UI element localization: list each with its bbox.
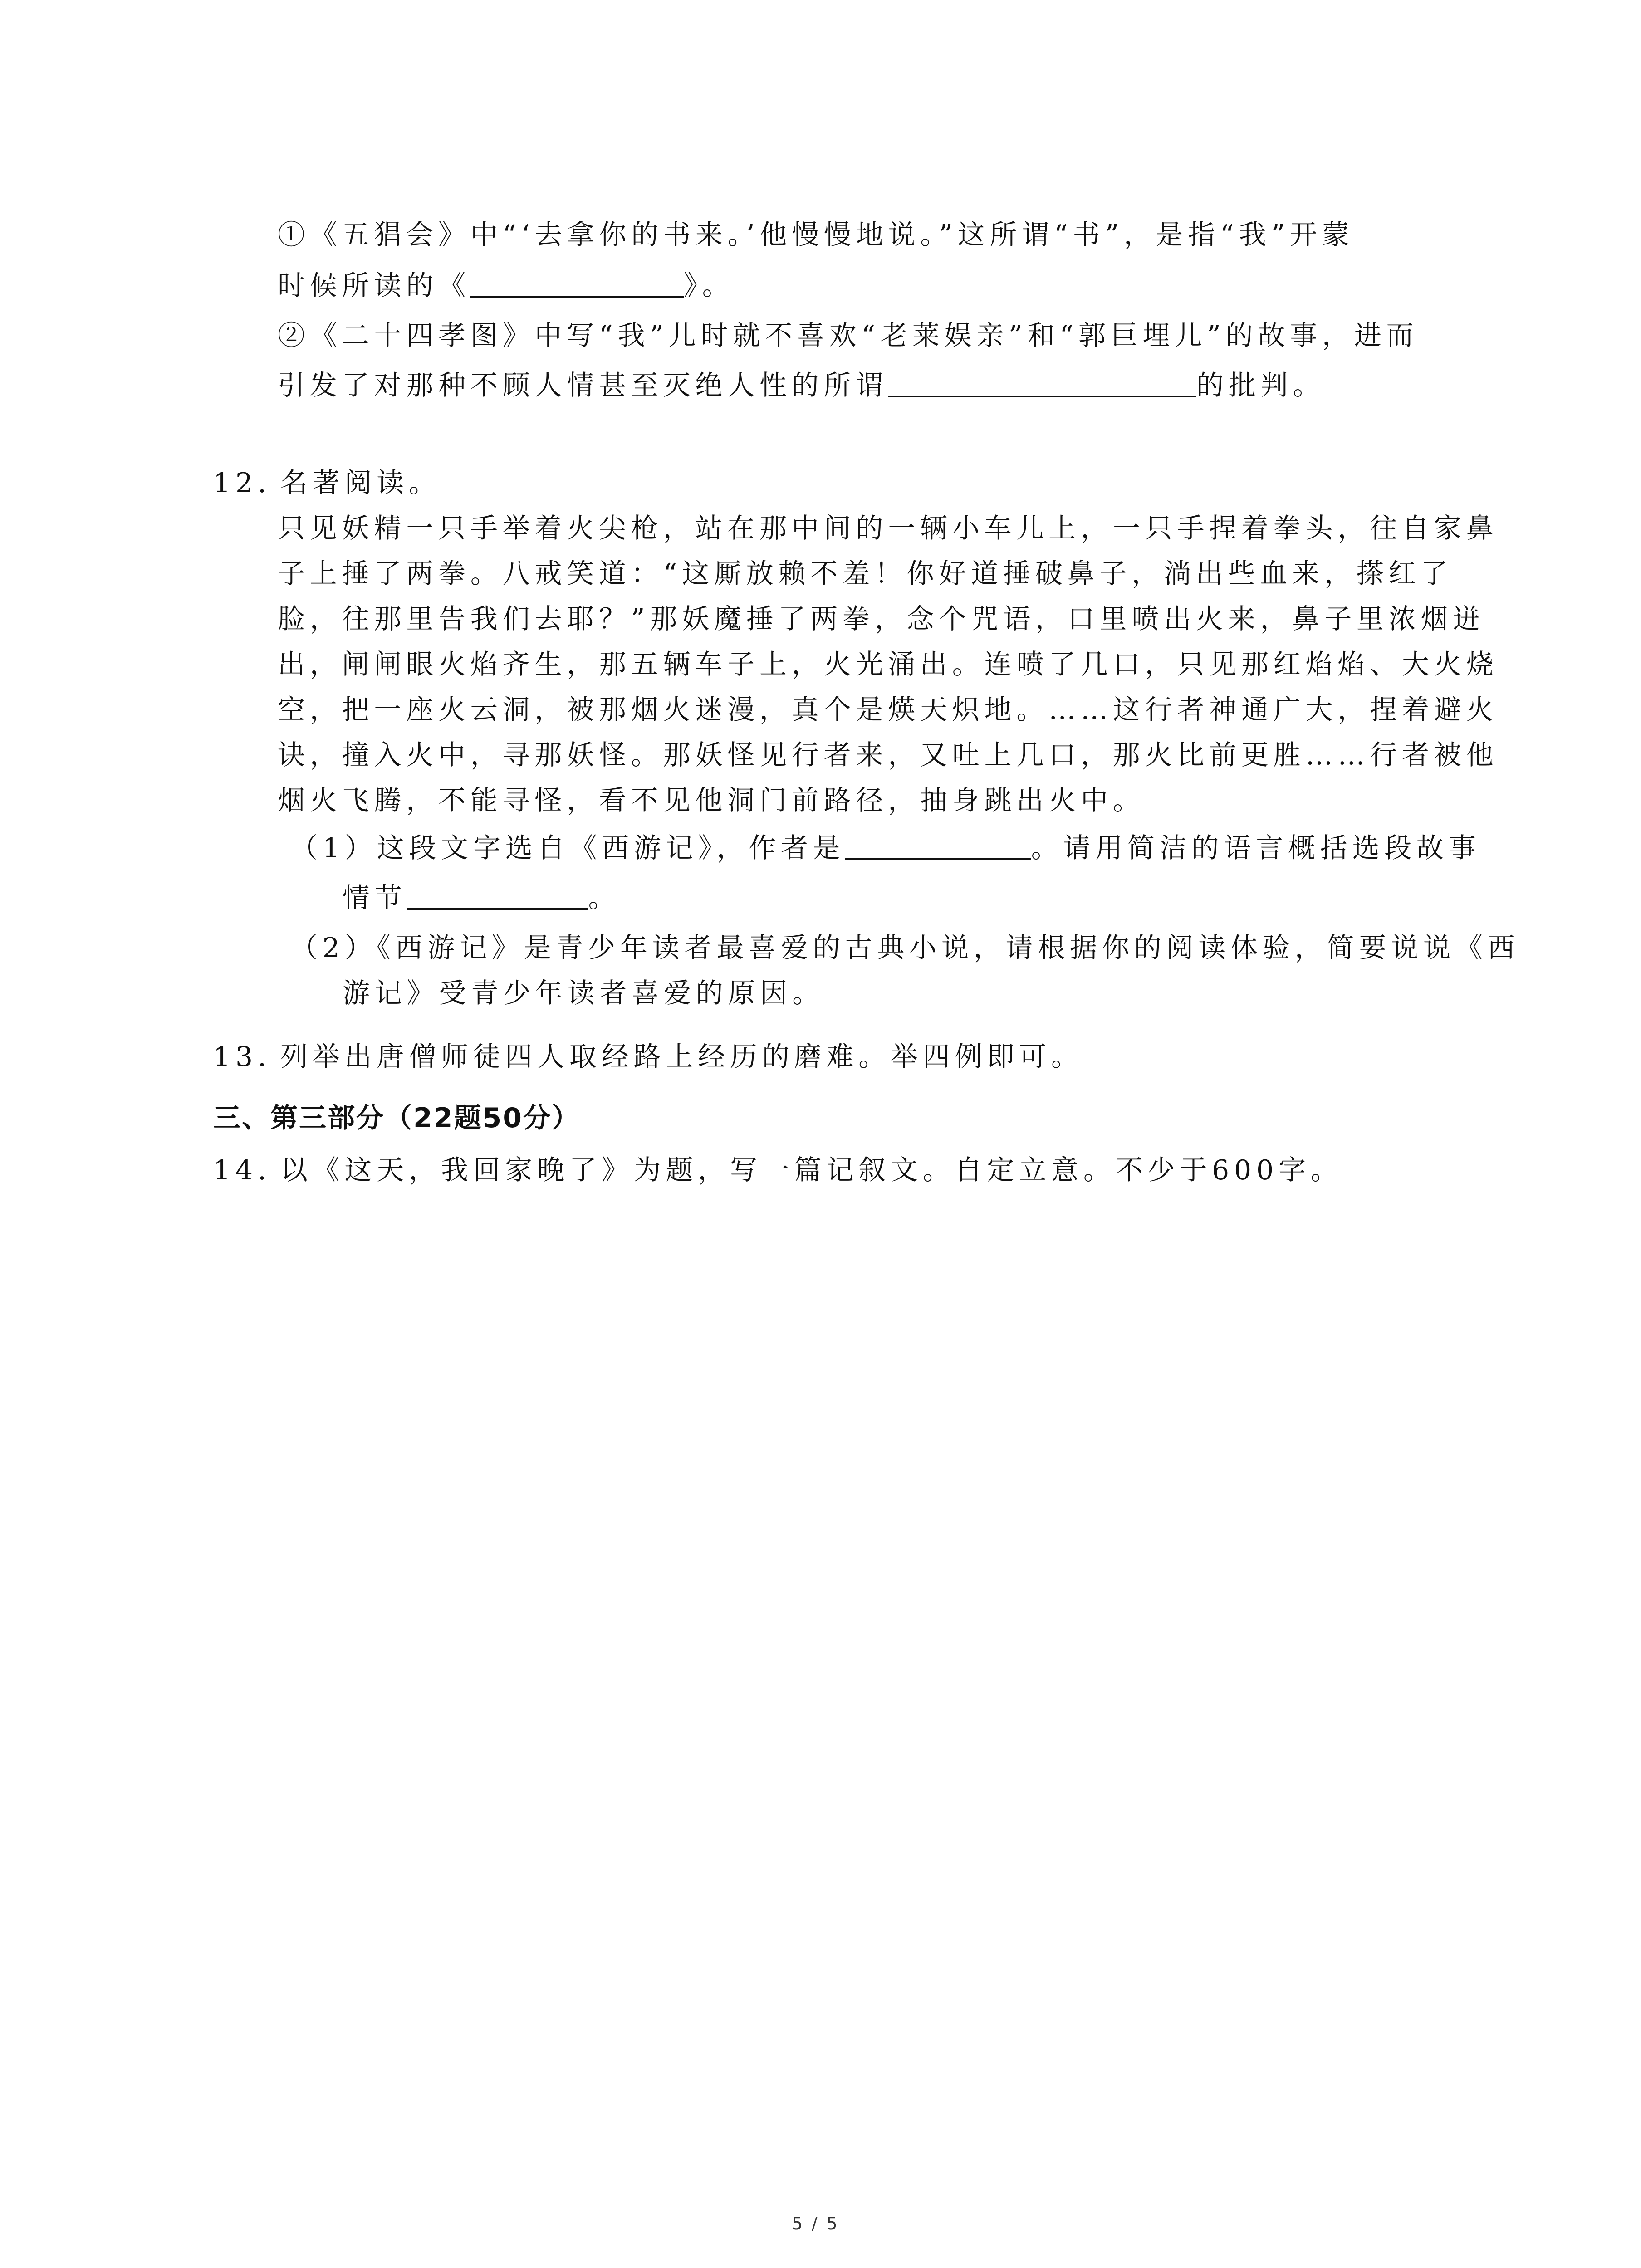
answer-blank-book-title[interactable] — [470, 269, 684, 298]
q12-sub2-line1: （2）《西游记》是青少年读者最喜爱的古典小说，请根据你的阅读体验，简要说说《西 — [290, 932, 1520, 964]
q11-item1-line1: ①《五猖会》中“‘去拿你的书来。’他慢慢地说。”这所谓“书”，是指“我”开蒙 — [278, 219, 1354, 251]
q12-sub1-label: （1） — [290, 832, 377, 864]
page-number: 5 / 5 — [792, 2214, 839, 2234]
q12-passage-line-3: 脸，往那里告我们去耶？”那妖魔捶了两拳，念个咒语，口里喷出火来，鼻子里浓烟迸 — [278, 603, 1485, 635]
q13-number: 13. — [213, 1041, 271, 1073]
q12-passage-line-2: 子上捶了两拳。八戒笑道：“这厮放赖不羞！你好道捶破鼻子，淌出些血来，搽红了 — [278, 558, 1453, 590]
q11-item2-line2: 引发了对那种不顾人情甚至灭绝人性的所谓 的批判。 — [278, 367, 1325, 404]
q12-sub1-line1: （1）这段文字选自《西游记》，作者是 。请用简洁的语言概括选段故事 — [290, 830, 1481, 866]
q12-sub1-line2: 情节 。 — [343, 880, 620, 916]
q12-title: 名著阅读。 — [280, 467, 441, 499]
answer-blank-plot[interactable] — [407, 881, 588, 910]
answer-blank-author[interactable] — [845, 831, 1031, 860]
q12-passage-line-5: 空，把一座火云洞，被那烟火迷漫，真个是煐天炽地。……这行者神通广大，捏着避火 — [278, 694, 1499, 726]
q12-sub2-label: （2） — [290, 932, 377, 964]
q12-header — [213, 465, 441, 501]
q12-sub2-line2: 游记》受青少年读者喜爱的原因。 — [343, 978, 824, 1009]
answer-blank-so-called[interactable] — [888, 368, 1196, 397]
q14-number: 14. — [213, 1154, 271, 1186]
q11-item1-line2: 时候所读的《 》。 — [278, 268, 734, 304]
q12-number: 12. — [213, 467, 271, 499]
q13 — [213, 1039, 1083, 1075]
q12-passage-line-1: 只见妖精一只手举着火尖枪，站在那中间的一辆小车儿上，一只手捏着拳头，往自家鼻 — [278, 513, 1499, 544]
q11-item2-line1: ②《二十四孝图》中写“我”儿时就不喜欢“老莱娱亲”和“郭巨埋儿”的故事，进而 — [278, 320, 1419, 352]
q14-text: 以《这天，我回家晚了》为题，写一篇记叙文。自定立意。不少于600字。 — [280, 1154, 1343, 1186]
q12-passage-line-6: 诀，撞入火中，寻那妖怪。那妖怪见行者来，又吐上几口，那火比前更胜……行者被他 — [278, 739, 1499, 771]
q14 — [213, 1152, 1343, 1188]
q12-passage-line-4: 出，闸闸眼火焰齐生，那五辆车子上，火光涌出。连喷了几口，只见那红焰焰、大火烧 — [278, 649, 1499, 680]
q12-passage-line-7: 烟火飞腾，不能寻怪，看不见他洞门前路径，抽身跳出火中。 — [278, 785, 1145, 816]
q13-text: 列举出唐僧师徒四人取经路上经历的磨难。举四例即可。 — [280, 1041, 1083, 1073]
section-3-heading: 三、第三部分（22题50分） — [213, 1102, 580, 1134]
